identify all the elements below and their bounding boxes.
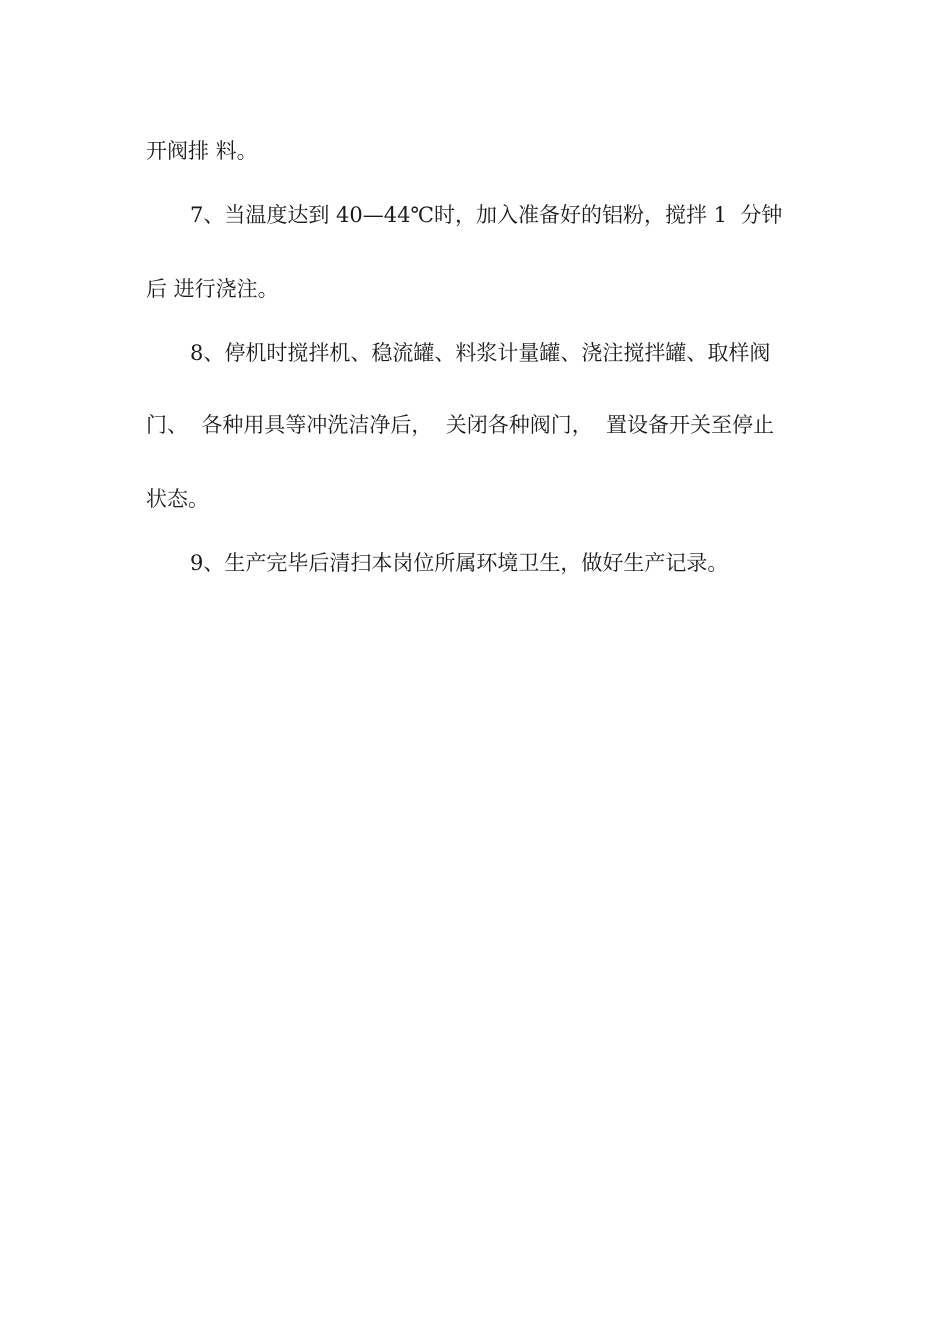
step-7-text: 7、当温度达到 40—44℃时，加入准备好的铝粉，搅拌 1 分钟 xyxy=(190,203,783,227)
text-line-3: 后 进行浇注。 xyxy=(146,277,279,301)
text-line-1: 开阀排 料。 xyxy=(146,139,258,163)
step-8-text: 8、停机时搅拌机、稳流罐、料浆计量罐、浇注搅拌罐、取样阀 xyxy=(190,341,771,365)
step-9-text: 9、生产完毕后清扫本岗位所属环境卫生，做好生产记录。 xyxy=(190,551,729,575)
text-line-5: 门、 各种用具等冲洗洁净后， 关闭各种阀门， 置设备开关至停止 xyxy=(146,413,775,437)
text-line-6: 状态。 xyxy=(146,487,209,511)
